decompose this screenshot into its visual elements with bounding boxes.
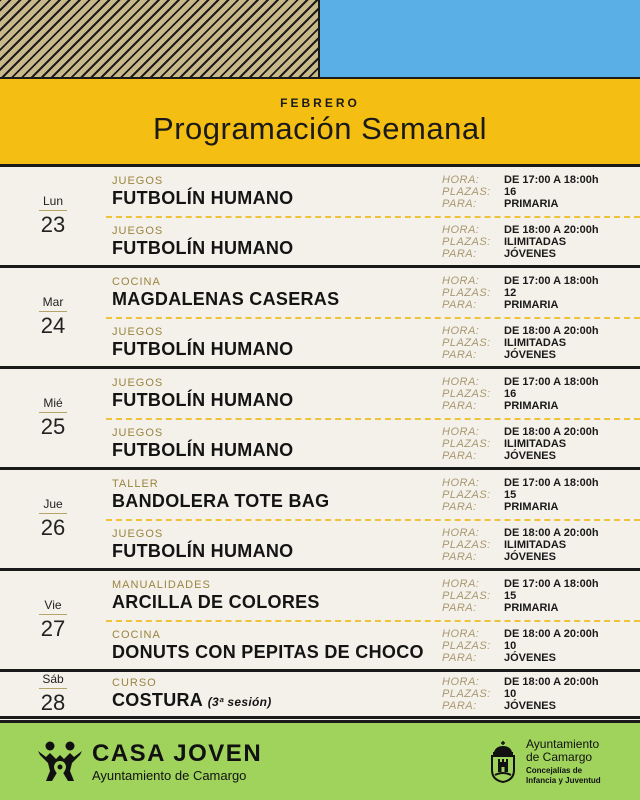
plazas-value: 10 [504,639,517,652]
para-value: JÓVENES [504,651,556,664]
activity-item [106,571,640,620]
day-row-mar [0,268,640,369]
hora-label: HORA: [442,476,480,489]
para-value: JÓVENES [504,550,556,563]
plazas-label: PLAZAS: [442,538,491,551]
hora-value: DE 18:00 A 20:00h [504,627,599,640]
activity-title: FUTBOLÍN HUMANO [112,439,294,460]
plazas-label: PLAZAS: [442,488,491,501]
ayto-sub-line2: Infancia y Juventud [526,776,601,785]
activity-item [106,418,640,467]
hora-value: DE 17:00 A 18:00h [504,476,599,489]
plazas-value: 16 [504,387,517,400]
ayuntamiento-logo [488,738,601,786]
month-label: FEBRERO [280,96,360,110]
para-label: PARA: [442,348,477,361]
activity-main [106,677,442,711]
activity-title: FUTBOLÍN HUMANO [112,237,294,258]
activity-title: ARCILLA DE COLORES [112,591,320,612]
activity-category: COCINA [112,628,161,641]
hora-value: DE 17:00 A 18:00h [504,375,599,388]
activity-info [442,174,599,210]
activity-info [442,527,599,563]
striped-panel [0,0,320,77]
hora-label: HORA: [442,577,480,590]
hora-value: DE 18:00 A 20:00h [504,223,599,236]
activity-title: FUTBOLÍN HUMANO [112,389,294,410]
plazas-value: 10 [504,688,517,700]
coat-of-arms-icon [488,740,518,784]
activities [106,268,640,366]
plazas-label: PLAZAS: [442,437,491,450]
header [0,79,640,167]
activity-info [442,275,599,311]
activity-main [106,528,442,562]
para-label: PARA: [442,651,477,664]
activity-category: JUEGOS [112,174,164,187]
day-row-jue [0,470,640,571]
ayto-name-line1: Ayuntamiento [526,737,600,751]
plazas-label: PLAZAS: [442,336,491,349]
activity-main [106,276,442,310]
weekly-schedule [0,167,640,719]
activity-info [442,477,599,513]
hora-value: DE 18:00 A 20:00h [504,526,599,539]
day-row-vie [0,571,640,672]
day-row-mie [0,369,640,470]
activity-info [442,578,599,614]
day-name: Vie [39,598,67,615]
plazas-label: PLAZAS: [442,589,491,602]
ayto-sub-line1: Concejalías de [526,766,583,775]
hora-value: DE 18:00 A 20:00h [504,324,599,337]
activity-main [106,629,442,663]
activity-main [106,326,442,360]
para-value: JÓVENES [504,348,556,361]
activity-category: JUEGOS [112,376,164,389]
para-value: PRIMARIA [504,500,559,513]
activity-info [442,628,599,664]
para-value: PRIMARIA [504,197,559,210]
activity-main [106,579,442,613]
activity-category: TALLER [112,477,159,490]
activity-category: JUEGOS [112,426,164,439]
activity-item [106,317,640,366]
day-row-sab [0,672,640,719]
activity-item [106,369,640,418]
activity-info [442,224,599,260]
activity-category: CURSO [112,677,157,689]
activity-main [106,427,442,461]
hora-value: DE 17:00 A 18:00h [504,577,599,590]
ayto-text [526,738,601,786]
activity-category: JUEGOS [112,224,164,237]
para-value: PRIMARIA [504,399,559,412]
activity-title: FUTBOLÍN HUMANO [112,338,294,359]
activity-info [442,376,599,412]
day-number: 25 [40,414,66,439]
day-label [0,167,106,265]
para-label: PARA: [442,197,477,210]
brand-text [92,739,263,783]
para-value: PRIMARIA [504,298,559,311]
hora-label: HORA: [442,425,480,438]
para-value: JÓVENES [504,247,556,260]
activity-main [106,377,442,411]
ayto-name-line2: de Camargo [526,750,593,764]
day-label [0,470,106,568]
day-label [0,672,106,716]
day-label [0,369,106,467]
day-number: 24 [40,313,66,338]
plazas-label: PLAZAS: [442,235,491,248]
hora-label: HORA: [442,375,480,388]
brand-name: CASA JOVEN [92,739,263,767]
para-label: PARA: [442,550,477,563]
plazas-value: 15 [504,589,517,602]
day-number: 23 [40,212,66,237]
plazas-value: ILIMITADAS [504,538,567,551]
para-label: PARA: [442,449,477,462]
day-number: 28 [40,690,66,715]
activity-category: MANUALIDADES [112,578,211,591]
day-name: Mar [39,295,67,312]
para-label: PARA: [442,247,477,260]
para-label: PARA: [442,700,477,712]
activity-title-text: COSTURA [112,690,203,710]
hora-value: DE 18:00 A 20:00h [504,425,599,438]
plazas-label: PLAZAS: [442,286,491,299]
para-label: PARA: [442,399,477,412]
people-pin-icon [36,741,84,783]
activities [106,470,640,568]
activity-info [442,676,599,712]
plazas-value: ILIMITADAS [504,336,567,349]
hora-value: DE 17:00 A 18:00h [504,173,599,186]
day-number: 27 [40,616,66,641]
activities [106,571,640,669]
activity-main [106,175,442,209]
activity-main [106,225,442,259]
activity-item [106,268,640,317]
hora-label: HORA: [442,627,480,640]
hora-label: HORA: [442,223,480,236]
activity-main [106,478,442,512]
hora-label: HORA: [442,173,480,186]
activity-item [106,672,640,716]
footer [0,720,640,800]
plazas-label: PLAZAS: [442,185,491,198]
activity-category: JUEGOS [112,527,164,540]
para-label: PARA: [442,500,477,513]
day-label [0,571,106,669]
day-name: Jue [39,497,67,514]
hora-label: HORA: [442,526,480,539]
plazas-value: 16 [504,185,517,198]
activity-item [106,216,640,265]
day-name: Lun [39,194,67,211]
page-title: Programación Semanal [153,111,487,146]
activity-title: MAGDALENAS CASERAS [112,288,340,309]
para-value: JÓVENES [504,449,556,462]
day-number: 26 [40,515,66,540]
session-note: (3ª sesión) [207,695,272,709]
activity-item [106,167,640,216]
para-label: PARA: [442,298,477,311]
activity-info [442,325,599,361]
plazas-value: ILIMITADAS [504,437,567,450]
activity-title: BANDOLERA TOTE BAG [112,490,330,511]
para-value: JÓVENES [504,700,556,712]
hora-value: DE 18:00 A 20:00h [504,676,599,688]
plazas-value: 12 [504,286,517,299]
plazas-label: PLAZAS: [442,688,491,700]
activity-title: FUTBOLÍN HUMANO [112,187,294,208]
para-label: PARA: [442,601,477,614]
plazas-label: PLAZAS: [442,387,491,400]
hora-label: HORA: [442,676,480,688]
activities [106,167,640,265]
hora-label: HORA: [442,274,480,287]
plazas-value: 15 [504,488,517,501]
hora-label: HORA: [442,324,480,337]
casa-joven-logo [36,741,262,783]
day-label [0,268,106,366]
plazas-value: ILIMITADAS [504,235,567,248]
day-name: Sáb [39,672,67,689]
decorative-top-band [0,0,640,79]
activity-item [106,470,640,519]
activity-item [106,620,640,669]
brand-subtitle: Ayuntamiento de Camargo [92,767,247,783]
hora-value: DE 17:00 A 18:00h [504,274,599,287]
day-name: Mié [39,396,67,413]
activity-title: DONUTS CON PEPITAS DE CHOCO [112,641,424,662]
blue-panel [320,0,640,77]
activities [106,672,640,716]
activity-category: COCINA [112,275,161,288]
activity-title: FUTBOLÍN HUMANO [112,540,294,561]
plazas-label: PLAZAS: [442,639,491,652]
activity-title [112,690,442,711]
day-row-lun [0,167,640,268]
activities [106,369,640,467]
activity-item [106,519,640,568]
para-value: PRIMARIA [504,601,559,614]
activity-info [442,426,599,462]
activity-category: JUEGOS [112,325,164,338]
